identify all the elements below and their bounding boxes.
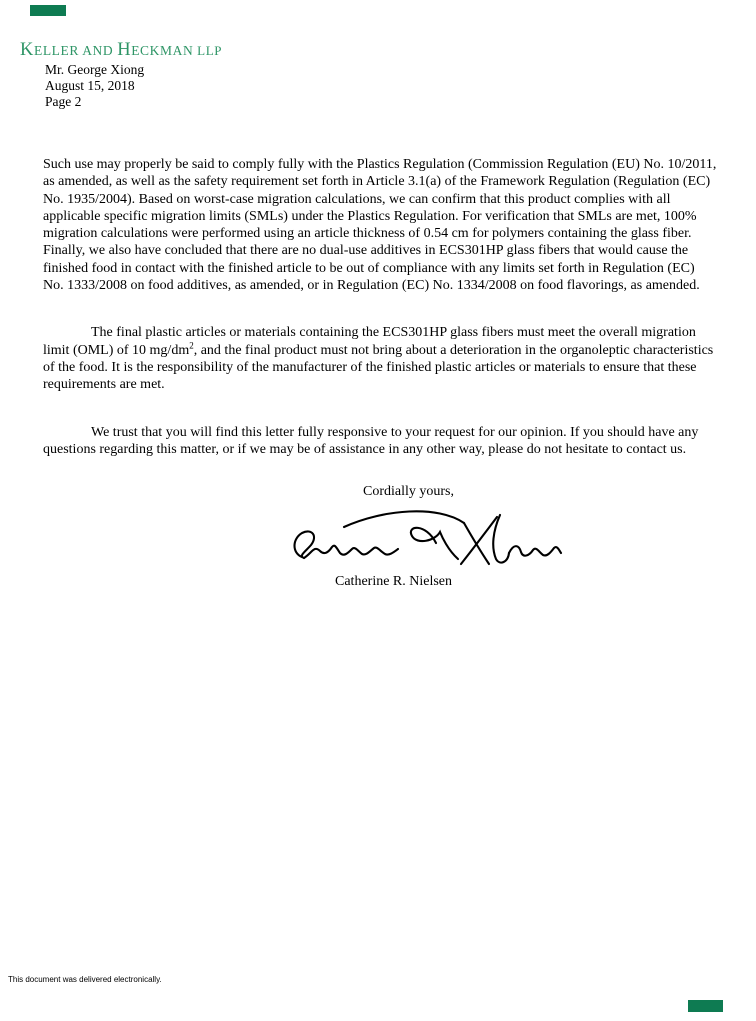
signer-name: Catherine R. Nielsen	[335, 574, 453, 590]
paragraph-2	[43, 324, 717, 393]
recipient-name: Mr. George Xiong	[45, 62, 145, 77]
signature-image	[288, 503, 563, 572]
letterhead-firm-name	[20, 40, 222, 61]
page-mark-bottom-icon	[688, 1000, 723, 1012]
letterhead-part: ELLER	[33, 43, 79, 58]
paragraph-1: Such use may properly be said to comply fully with the Plastics Regulation (Commission Regulation (EU) No. 10/2011, as amended, as well as the safety requirement set forth in Article 3.1(a) of the Framework Regulation (Regulation (EC) No. 1935/2004). Based on worst-case migration calculations, we can confirm that this product complies with all applicable specific migration limits (SMLs) under the Plastics Regulation. For verification that SMLs are met, 100% migration calculations were performed using an article thickness of 0.54 cm for polymers containing the glass fiber. Finally, we also have concluded that there are no dual-use additives in ECS301HP glass fibers that would cause the finished food in contact with the finished article to be out of compliance with any limits set forth in Regulation (EC) No. 1333/2008 on food additives, as amended, or in Regulation (EC) No. 1334/2008 on food flavorings, as amended.	[43, 157, 717, 294]
page-number: Page 2	[45, 94, 82, 109]
letterhead-part: LLP	[193, 43, 223, 58]
valediction: Cordially yours,	[363, 484, 454, 500]
letterhead-part: H	[117, 40, 132, 60]
letter-body	[43, 156, 717, 591]
footer-note: This document was delivered electronically.	[8, 975, 162, 984]
paragraph-3: We trust that you will find this letter fully responsive to your request for our opinion. If you should have any questions regarding this matter, or if we may be of assistance in any other way, please do not hesitate to contact us.	[43, 424, 699, 457]
superscript-2: 2	[189, 340, 194, 351]
letterhead-part: AND	[78, 43, 118, 58]
page-mark-top-icon	[30, 5, 66, 16]
letterhead-part: K	[20, 40, 34, 60]
letter-date: August 15, 2018	[45, 78, 135, 93]
letterhead-part: ECKMAN	[131, 43, 194, 58]
paragraph-2-text: The final plastic articles or materials containing the ECS301HP glass fibers must meet the overall migration limit (OML) of 10 mg/dm	[43, 325, 696, 358]
recipient-block	[45, 62, 144, 110]
paragraph-2-text: , and the final product must not bring about a deterioration in the organoleptic characteristics of the food. It is the responsibility of the manufacturer of the finished plastic articles or materials to ensure that these requirements are met.	[43, 342, 714, 393]
